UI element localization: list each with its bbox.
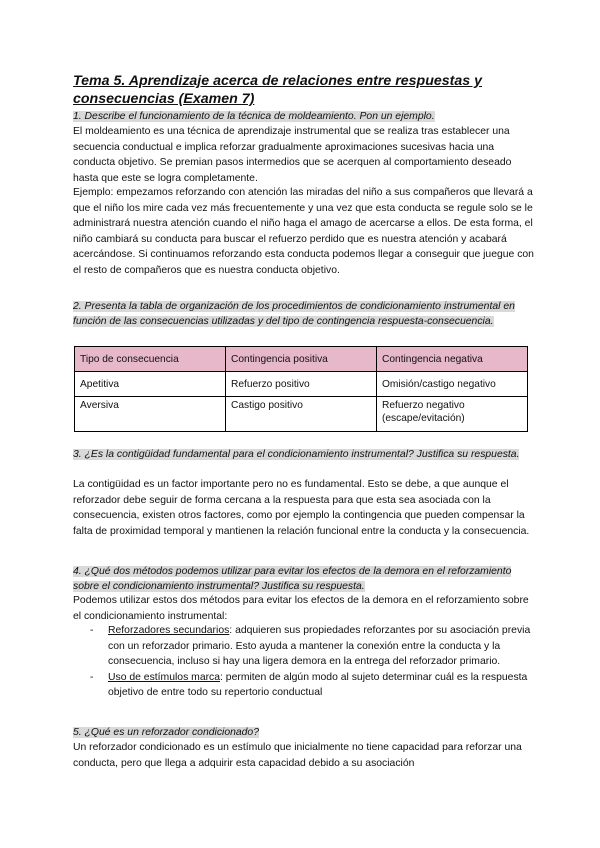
question-4: 4. ¿Qué dos métodos podemos utilizar para evitar los efectos de la demora en el reforzamiento sobre el condicionamiento instrumental? Justifica su respuesta. [73,566,512,592]
table-cell: Refuerzo negativo (escape/evitación) [377,397,528,432]
answer-3-paragraph-1: La contigüidad es un factor importante pero no es fundamental. Esto se debe, a que aunque el reforzador debe seguir de forma cercana a la respuesta para que esta sea asociada con la consecuencia, existen otros factores, como por ejemplo la contingencia que pueden compensar la falta de proximidad temporal y mantienen la relación funcional entre la conducta y la consecuencia. [73,479,530,537]
list-item-term: Uso de estímulos marca [108,671,221,683]
answer-1-paragraph-1: El moldeamiento es una técnica de aprendizaje instrumental que se realiza tras establecer una secuencia conductual e implica reforzar gradualmente aproximaciones sucesivas hacia una conducta objetivo. Se premian pasos intermedios que se acerquen al comportamiento deseado hasta que este se logra completamente. [73,126,512,184]
table-cell: Castigo positivo [226,397,377,432]
answer-4-paragraph-1: Podemos utilizar estos dos métodos para evitar los efectos de la demora en el reforzamiento sobre el condicionamiento instrumental: [73,595,529,622]
question-2: 2. Presenta la tabla de organización de los procedimientos de condicionamiento instrumental en función de las consecuencias utilizadas y del tipo de contingencia respuesta-consecuencia. [73,301,515,327]
list-item [73,670,535,701]
table-cell: Omisión/castigo negativo [377,372,528,397]
conditioning-table [74,346,528,432]
answer-1-paragraph-2: Ejemplo: empezamos reforzando con atención las miradas del niño a sus compañeros que llevará a que el niño los mire cada vez más frecuentemente y una vez que esta conducta se regule solo se le administrará nuestra atención cuando el niño haga el amago de acercarse a ellos. De esta forma, el niño cambiará su conducta para buscar el refuerzo perdido que es nuestra atención y acabará acercándose. Si continuamos reforzando esta conducta podemos llegar a conseguir que juegue con el resto de compañeros que es nuestra conducta objetivo. [73,187,534,276]
table-row [75,397,528,432]
list-item-text: : adquieren sus propiedades reforzantes por su asociación previa con un reforzador primario. Esto ayuda a mantener la conexión entre la conducta y la consecuencia, incluso si hay una ligera demora en la entrega del reforzador primario. [108,625,531,668]
question-5: 5. ¿Qué es un reforzador condicionado? [73,727,259,738]
list-item-term: Reforzadores secundarios [108,625,230,636]
list-item-text: : permiten de algún modo al sujeto determinar cuál es la respuesta objetivo de entre todo su repertorio conductual [108,671,528,699]
question-3: 3. ¿Es la contigüidad fundamental para el condicionamiento instrumental? Justifica su respuesta. [73,449,520,460]
table-row [75,372,528,397]
table-cell: Aversiva [75,397,226,432]
table-header-cell: Tipo de consecuencia [75,347,226,372]
table-cell: Refuerzo positivo [226,372,377,397]
table-cell: Apetitiva [75,372,226,397]
table-header-cell: Contingencia negativa [377,347,528,372]
page-title: Tema 5. Aprendizaje acerca de relaciones entre respuestas y consecuencias (Examen 7) [73,73,483,107]
question-1: 1. Describe el funcionamiento de la técnica de moldeamiento. Pon un ejemplo. [73,111,435,122]
methods-list [73,623,535,701]
answer-5-paragraph-1: Un reforzador condicionado es un estímulo que inicialmente no tiene capacidad para reforzar una conducta, pero que llega a adquirir esta capacidad debido a su asociación [73,742,522,769]
table-header-row [75,347,528,372]
list-item [73,623,535,670]
table-header-cell: Contingencia positiva [226,347,377,372]
